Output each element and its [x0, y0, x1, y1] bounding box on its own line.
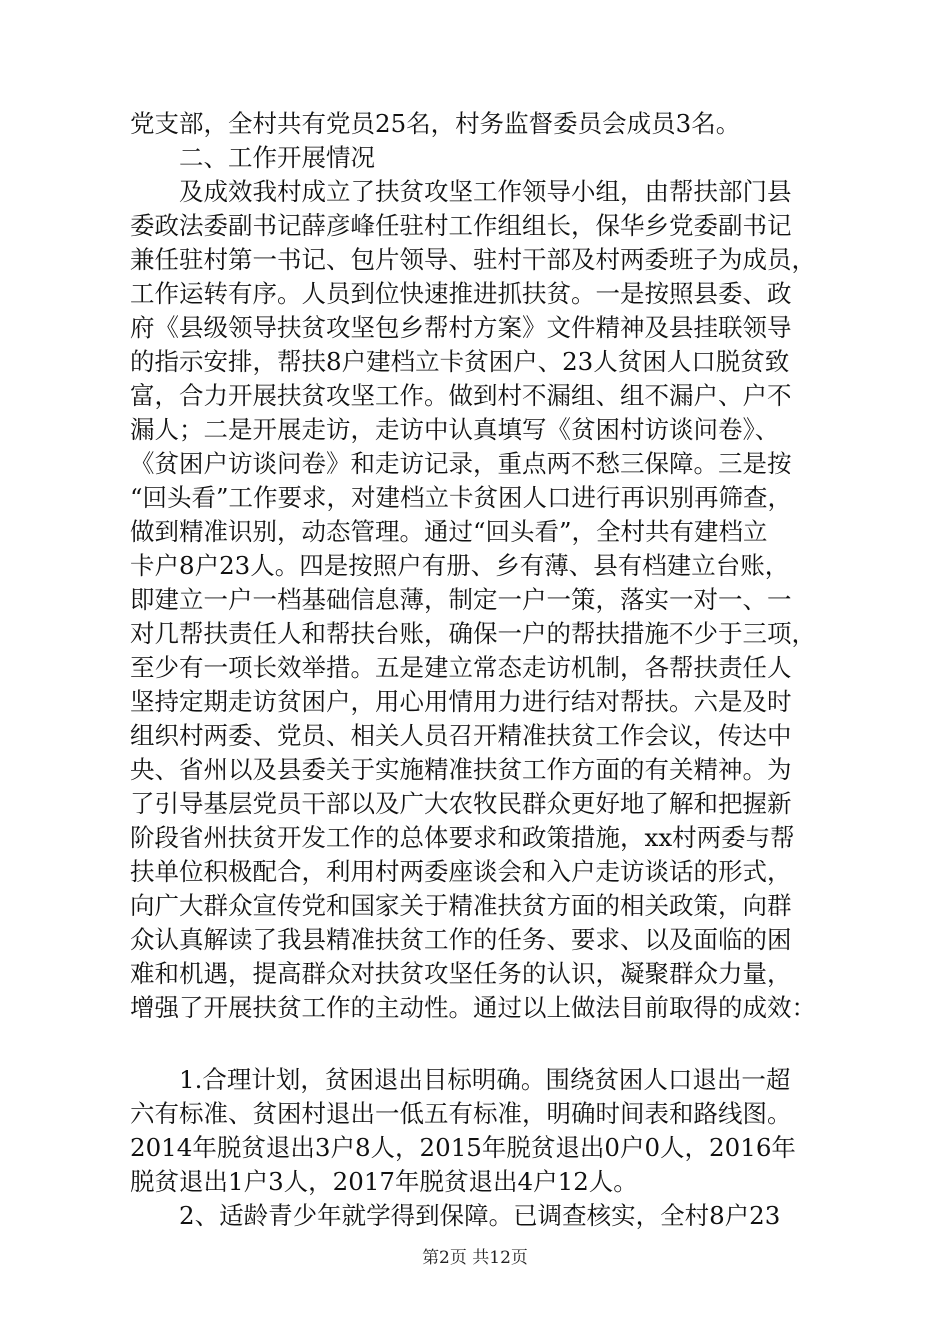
text-line: 组织村两委、党员、相关人员召开精准扶贫工作会议，传达中: [130, 721, 792, 750]
list-item-2: 2、适龄青少年就学得到保障。已调查核实，全村8户23: [130, 1201, 781, 1230]
text-line: 兼任驻村第一书记、包片领导、驻村干部及村两委班子为成员，: [130, 245, 816, 274]
text-line: 做到精准识别，动态管理。通过“回头看”，全村共有建档立: [130, 517, 768, 546]
text-line: 坚持定期走访贫困户，用心用情用力进行结对帮扶。六是及时: [130, 687, 792, 716]
text-line: 众认真解读了我县精准扶贫工作的任务、要求、以及面临的困: [130, 925, 792, 954]
text-line: 阶段省州扶贫开发工作的总体要求和政策措施，xx村两委与帮: [130, 823, 795, 852]
section-heading: 二、工作开展情况: [130, 143, 375, 172]
text-line: 央、省州以及县委关于实施精准扶贫工作方面的有关精神。为: [130, 755, 792, 784]
text-line: 增强了开展扶贫工作的主动性。通过以上做法目前取得的成效：: [130, 993, 816, 1022]
text-line: 党支部，全村共有党员25名，村务监督委员会成员3名。: [130, 109, 741, 138]
text-line: 难和机遇，提高群众对扶贫攻坚任务的认识，凝聚群众力量，: [130, 959, 792, 988]
text-line: “回头看”工作要求，对建档立卡贫困人口进行再识别再筛查，: [130, 483, 793, 512]
text-line: 府《县级领导扶贫攻坚包乡帮村方案》文件精神及县挂联领导: [130, 313, 792, 342]
text-line: 及成效我村成立了扶贫攻坚工作领导小组，由帮扶部门县: [130, 177, 792, 206]
text-line: 工作运转有序。人员到位快速推进抓扶贫。一是按照县委、政: [130, 279, 792, 308]
page-footer: [0, 1243, 950, 1268]
text-line: 六有标准、贫困村退出一低五有标准，明确时间表和路线图。: [130, 1099, 792, 1128]
page-number: 第2页 共12页: [422, 1248, 528, 1268]
text-line: 卡户8户23人。四是按照户有册、乡有薄、县有档建立台账，: [130, 551, 790, 580]
text-line: 了引导基层党员干部以及广大农牧民群众更好地了解和把握新: [130, 789, 792, 818]
text-line: 扶单位积极配合，利用村两委座谈会和入户走访谈话的形式，: [130, 857, 792, 886]
text-line: 富，合力开展扶贫攻坚工作。做到村不漏组、组不漏户、户不: [130, 381, 792, 410]
text-line: 脱贫退出1户3人，2017年脱贫退出4户12人。: [130, 1167, 638, 1196]
text-line: 即建立一户一档基础信息薄，制定一户一策，落实一对一、一: [130, 585, 792, 614]
text-line: 对几帮扶责任人和帮扶台账，确保一户的帮扶措施不少于三项，: [130, 619, 816, 648]
text-line: 至少有一项长效举措。五是建立常态走访机制，各帮扶责任人: [130, 653, 792, 682]
text-line: 《贫困户访谈问卷》和走访记录，重点两不愁三保障。三是按: [130, 449, 792, 478]
text-line: 的指示安排，帮扶8户建档立卡贫困户、23人贫困人口脱贫致: [130, 347, 790, 376]
list-item-1: 1.合理计划，贫困退出目标明确。围绕贫困人口退出一超: [130, 1065, 791, 1094]
text-line: 委政法委副书记薛彦峰任驻村工作组组长，保华乡党委副书记: [130, 211, 792, 240]
text-line: 漏人；二是开展走访，走访中认真填写《贫困村访谈问卷》、: [130, 415, 780, 444]
text-line: 向广大群众宣传党和国家关于精准扶贫方面的相关政策，向群: [130, 891, 792, 920]
text-line: 2014年脱贫退出3户8人，2015年脱贫退出0户0人，2016年: [130, 1133, 796, 1162]
